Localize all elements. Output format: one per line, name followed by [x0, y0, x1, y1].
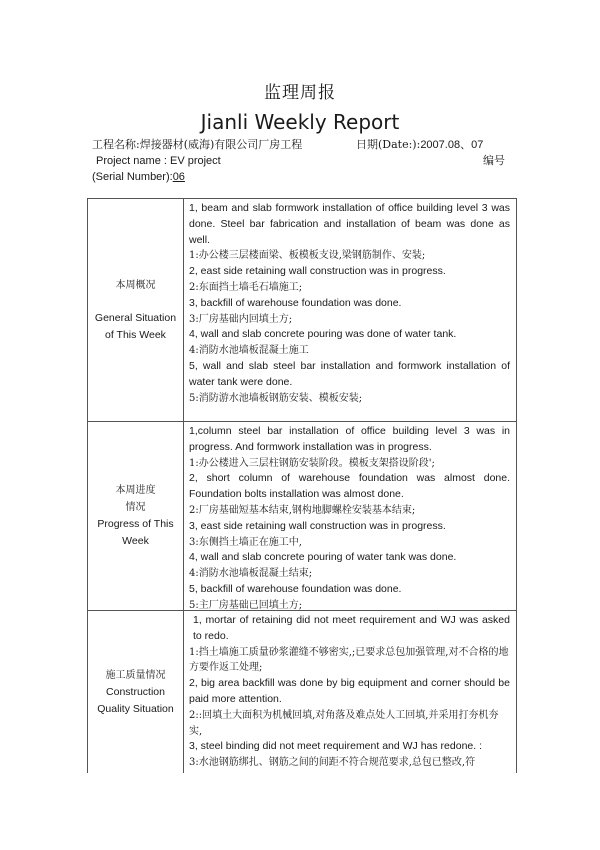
project-name-cn: 焊接器材(威海)有限公司厂房工程	[139, 138, 303, 151]
progress-row	[88, 422, 516, 611]
general-item-3-en: 3, backfill of warehouse foundation was done.	[189, 296, 402, 309]
report-table	[87, 198, 517, 773]
progress-label-cn-line2: 情况	[125, 502, 146, 513]
quality-item-1-en: 1, mortar of retaining did not meet requirement and WJ was asked to redo.	[193, 614, 510, 642]
project-name-label-cn: 工程名称:	[92, 138, 140, 151]
quality-item-2-en: 2, big area backfill was done by big equipment and corner should be paid more attention.	[189, 677, 510, 705]
general-item-2-cn: 2:东面挡土墙毛石墙施工;	[189, 281, 303, 293]
date-label: 日期(Date:):	[356, 138, 421, 151]
general-item-5-cn: 5:消防游水池墙板钢筋安装、模板安装;	[189, 392, 363, 404]
progress-item-4-en: 4, wall and slab concrete pouring of water tank was done.	[189, 551, 457, 564]
progress-item-2-cn: 2:厂房基础短基本结束,钢构地脚螺栓安装基本结束;	[189, 504, 416, 516]
project-name-cn-line	[92, 137, 302, 153]
progress-item-1-cn: 1:办公楼进入三层柱钢筋安装阶段。模板支架搭设阶段';	[189, 457, 435, 469]
quality-label-cn: 施工质量情况	[105, 669, 166, 681]
report-title-chinese: 监理周报	[264, 83, 336, 103]
progress-item-4-cn: 4:消防水池墙板混凝土结束;	[189, 568, 313, 580]
serial-label-cn: 编号	[483, 154, 505, 167]
progress-label-cn-line1: 本周进度	[115, 485, 156, 496]
quality-item-3-en: 3, steel binding did not meet requirement and WJ has redone. :	[189, 740, 483, 753]
progress-item-5-en: 5, backfill of warehouse foundation was done.	[189, 582, 402, 595]
report-title-english: Jianli Weekly Report	[200, 110, 400, 134]
progress-label-en: Progress of This Week	[97, 518, 174, 547]
progress-label	[88, 422, 184, 610]
general-situation-label	[88, 199, 184, 421]
general-item-4-en: 4, wall and slab concrete pouring was done of water tank.	[189, 328, 457, 341]
general-situation-row	[88, 199, 516, 422]
general-item-1-cn: 1:办公楼三层楼面梁、板模板支设,梁钢筋制作、安装;	[189, 250, 426, 262]
report-date	[356, 137, 483, 153]
general-situation-label-cn: 本周概况	[115, 279, 156, 291]
general-item-1-en: 1, beam and slab formwork installation of office building level 3 was done. Steel bar fabrication and installation of beam was done as well.	[189, 202, 510, 246]
project-name-en: Project name : EV project	[96, 155, 221, 167]
progress-content	[184, 422, 516, 610]
quality-content	[184, 611, 516, 773]
quality-item-3-cn: 3:水池钢筋绑扎、钢筋之间的间距不符合规范要求,总包已整改,符	[189, 757, 476, 769]
progress-item-5-cn: 5:主厂房基础已回填土方;	[189, 599, 303, 611]
serial-number-value: 06	[172, 171, 185, 183]
progress-item-3-cn: 3:东侧挡土墙正在施工中,	[189, 536, 302, 548]
general-situation-label-en: General Situation of This Week	[94, 311, 177, 341]
date-value: 2007.08、07	[420, 139, 484, 151]
progress-item-3-en: 3, east side retaining wall construction was in progress.	[189, 519, 446, 532]
quality-label-en: Construction Quality Situation	[97, 685, 174, 715]
general-item-4-cn: 4:消防水池墙板混凝土施工	[189, 345, 309, 357]
serial-label-en: (Serial Number):	[92, 171, 173, 183]
progress-item-2-en: 2, short column of warehouse foundation was almost done. Foundation bolts installation was almost done.	[189, 472, 510, 501]
general-item-2-en: 2, east side retaining wall construction was in progress.	[189, 265, 446, 278]
general-item-5-en: 5, wall and slab steel bar installation and formwork installation of water tank were done.	[189, 359, 510, 388]
general-situation-content	[184, 199, 516, 421]
quality-item-2-cn: 2::回填土大面积为机械回填,对角落及难点处人工回填,并采用打夯机夯实,	[189, 709, 499, 737]
general-item-3-cn: 3:厂房基础内回填土方;	[189, 313, 293, 325]
serial-number-line	[92, 169, 185, 185]
quality-item-1-cn: 1:挡土墙施工质量砂浆灌缝不够密实,;已要求总包加强管理,对不合格的地方要作返工处理;	[189, 646, 509, 674]
quality-row	[88, 611, 516, 773]
quality-label	[88, 611, 184, 773]
progress-item-1-en: 1,column steel bar installation of office building level 3 was in progress. And formwork installation was in progress.	[189, 425, 510, 453]
